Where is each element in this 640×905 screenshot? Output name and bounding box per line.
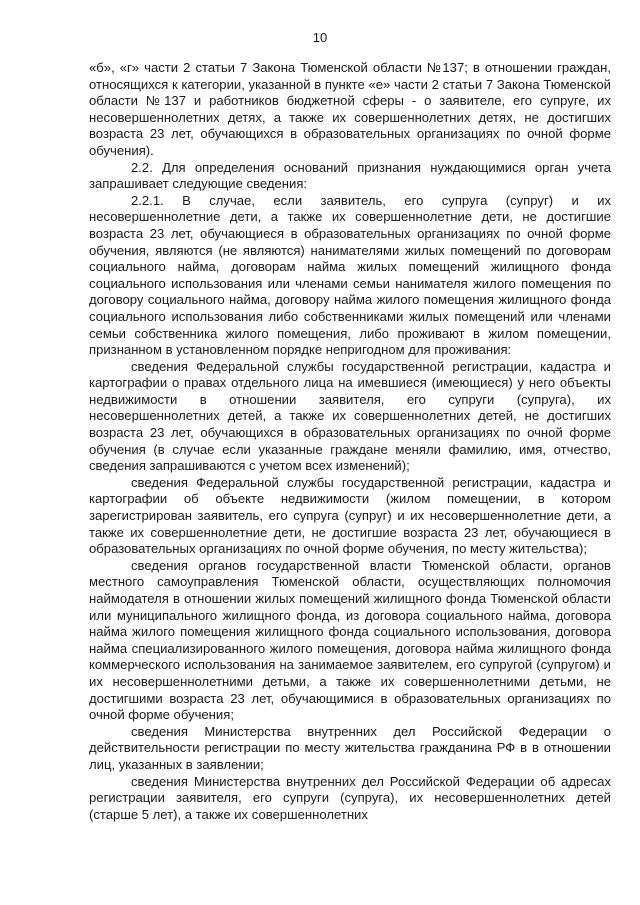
- page-number: 10: [312, 30, 328, 45]
- paragraph-mvd-addresses: сведения Министерства внутренних дел Российской Федерации об адресах регистрации заявителя, его супруги (супруга), их несовершеннолетних детей (старше 5 лет), а также их совершеннолетних: [89, 773, 611, 822]
- paragraph-2-2: 2.2. Для определения оснований признания нуждающимися орган учета запрашивает следующие сведения:: [89, 159, 611, 192]
- document-body: [89, 60, 611, 823]
- paragraph-rosreestr-rights: сведения Федеральной службы государственной регистрации, кадастра и картографии о правах отдельного лица на имевшиеся (имеющиеся) у него объекты недвижимости в отношении заявителя, его супруги (супруга), их несовершеннолетних детей, а также их совершеннолетних детей, не достигших возраста 23 лет, обучающихся в образовательных организациях по очной форме обучения (в случае если указанные граждане меняли фамилию, имя, отчество, сведения запрашиваются с учетом всех изменений);: [89, 358, 611, 474]
- paragraph-continuation: «б», «г» части 2 статьи 7 Закона Тюменской области №137; в отношении граждан, относящихся к категории, указанной в пункте «е» части 2 статьи 7 Закона Тюменской области №137 и работников бюджетной сферы - о заявителе, его супруге, их несовершеннолетних детях, а также их совершеннолетних детях, не достигших возраста 23 лет, обучающихся в образовательных организациях по очной форме обучения).: [89, 60, 611, 158]
- paragraph-rosreestr-object: сведения Федеральной службы государственной регистрации, кадастра и картографии об объекте недвижимости (жилом помещении, в котором зарегистрирован заявитель, его супруга (супруг) и их несовершеннолетние дети, а также их совершеннолетние дети, не достигшие возраста 23 лет, обучающиеся в образовательных организациях по очной форме обучения, по месту жительства);: [89, 474, 611, 557]
- paragraph-2-2-1: 2.2.1. В случае, если заявитель, его супруга (супруг) и их несовершеннолетние дети, а также их совершеннолетние дети, не достигшие возраста 23 лет, обучающиеся в образовательных организациях по очной форме обучения, являются (не являются) нанимателями жилых помещений по договорам социального найма, договорам найма жилых помещений жилищного фонда социального использования или членами семьи нанимателя жилого помещения по договору социального найма, договору найма жилого помещения жилищного фонда социального использования либо собственниками жилых помещений или членами семьи собственника жилого помещения, либо проживают в жилом помещении, признанном в установленном порядке непригодном для проживания:: [89, 192, 611, 358]
- paragraph-authorities: сведения органов государственной власти Тюменской области, органов местного самоуправления Тюменской области, осуществляющих полномочия наймодателя в отношении жилых помещений жилищного фонда Тюменской области или муниципального жилищного фонда, из договора социального найма, договора найма жилого помещения жилищного фонда социального использования, договора найма специализированного жилого помещения, договора найма жилищного фонда коммерческого использования на занимаемое заявителем, его супругой (супругом) и их несовершеннолетними детьми, а также их совершеннолетними детьми, не достигшими возраста 23 лет, обучающимися в образовательных организациях по очной форме обучения;: [89, 557, 611, 723]
- paragraph-mvd-validity: сведения Министерства внутренних дел Российской Федерации о действительности регистрации по месту жительства гражданина РФ в в отношении лиц, указанных в заявлении;: [89, 723, 611, 772]
